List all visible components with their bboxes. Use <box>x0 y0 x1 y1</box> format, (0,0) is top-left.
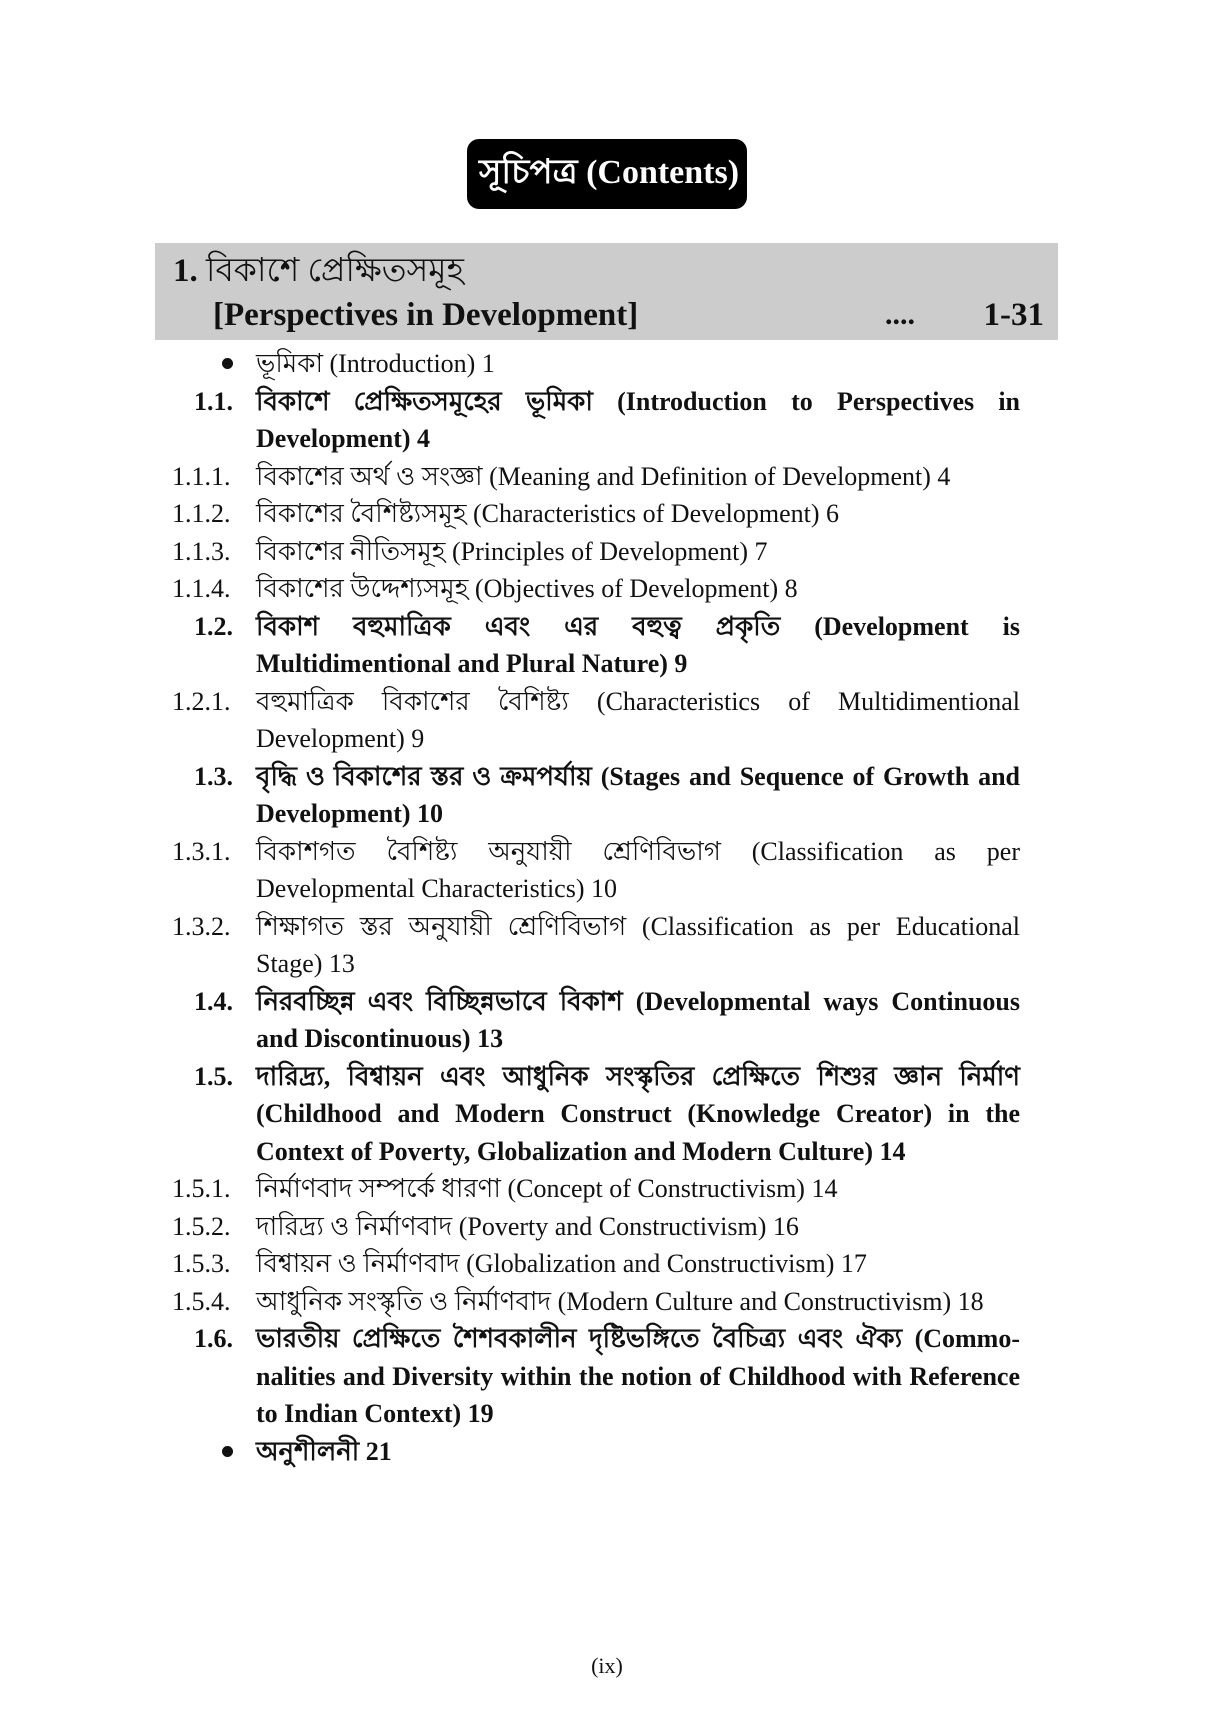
entry-text-english: (Childhood and Modern Construct (Knowledge Creator) in the Context of Poverty, Globalization and Modern Culture) 14 <box>256 1099 1020 1166</box>
entry-text-bengali: বিকাশগত বৈশিষ্ট্য অনুযায়ী শ্রেণিবিভাগ <box>256 836 721 866</box>
entry-text-english: (Objectives of Development) 8 <box>468 574 798 603</box>
chapter-title-bengali: বিকাশে প্রেক্ষিতসমূহ <box>206 253 464 289</box>
entry-text-bengali: বিকাশের নীতিসমূহ <box>256 536 446 566</box>
chapter-leader-dots: .... <box>885 298 915 331</box>
entry-text <box>256 1170 1020 1208</box>
toc-entry <box>172 458 1020 496</box>
entry-text-bengali: নিরবচ্ছিন্ন এবং বিচ্ছিন্নভাবে বিকাশ <box>256 986 623 1016</box>
entry-number: 1.5.2. <box>172 1211 231 1241</box>
entry-number: 1.1.4. <box>172 574 231 603</box>
entry-text-bengali: বিকাশ বহুমাত্রিক এবং এর বহুত্ব প্রকৃতি <box>256 611 781 641</box>
entry-text <box>256 458 1020 496</box>
entry-text <box>256 983 1020 1058</box>
entry-text <box>256 833 1020 908</box>
entry-text-bengali: বিশ্বায়ন ও নির্মাণবাদ <box>256 1249 460 1278</box>
entry-text-bengali: নির্মাণবাদ সম্পর্কে ধারণা <box>256 1174 501 1203</box>
entry-number: 1.1. <box>194 386 233 416</box>
entry-text-bengali: বিকাশের বৈশিষ্ট্যসমূহ <box>256 499 467 528</box>
entry-text <box>256 1433 1020 1471</box>
entry-number: 1.2. <box>194 611 233 641</box>
page-number: (ix) <box>591 1653 623 1678</box>
entry-text-english: (Commo-nalities and Diversity within the notion of Childhood with Reference to Indian Context) 19 <box>256 1324 1020 1428</box>
entry-text-english: 21 <box>359 1436 392 1466</box>
title-bengali: সূচিপত্র <box>478 154 578 191</box>
entry-text-bengali: বিকাশের অর্থ ও সংজ্ঞা <box>256 461 483 491</box>
entry-text-english: (Development is Multidimentional and Plural Nature) 9 <box>256 611 1021 678</box>
entry-text-english: (Classification as per Developmental Characteristics) 10 <box>256 836 1020 903</box>
entry-text-bengali: শিক্ষাগত স্তর অনুযায়ী শ্রেণিবিভাগ <box>256 911 627 941</box>
entry-number: 1.3. <box>194 761 233 791</box>
entry-number: 1.5.4. <box>172 1286 231 1316</box>
entry-number: 1.5.1. <box>172 1174 231 1203</box>
toc-entry <box>172 758 1020 833</box>
toc-entry <box>172 383 1020 458</box>
chapter-title-english: [Perspectives in Development] <box>213 297 639 333</box>
entry-text-bengali: বৃদ্ধি ও বিকাশের স্তর ও ক্রমপর্যায় <box>256 761 592 791</box>
entry-text-english: (Characteristics of Development) 6 <box>466 499 840 528</box>
entry-text-bengali: দারিদ্র্য, বিশ্বায়ন এবং আধুনিক সংস্কৃতির প্রেক্ষিতে শিশুর জ্ঞান নির্মাণ <box>256 1061 1020 1091</box>
entry-number: 1.5.3. <box>172 1249 231 1278</box>
entry-text <box>256 1283 1020 1321</box>
toc-entry <box>172 1058 1020 1171</box>
toc-entry <box>172 533 1020 571</box>
entry-text-bengali: আধুনিক সংস্কৃতি ও নির্মাণবাদ <box>256 1286 552 1316</box>
entry-text-bengali: দারিদ্র্য ও নির্মাণবাদ <box>256 1211 453 1241</box>
entry-text <box>256 383 1020 458</box>
toc-entry <box>172 908 1020 983</box>
entry-text <box>256 345 1020 383</box>
entry-number: 1.6. <box>194 1324 233 1353</box>
entry-number: 1.1.2. <box>172 499 231 528</box>
entry-text-english: (Meaning and Definition of Development) 4 <box>482 461 951 491</box>
entry-text-bengali: বিকাশের উদ্দেশ্যসমূহ <box>256 574 469 603</box>
entry-text-english: (Stages and Sequence of Growth and Development) 10 <box>256 761 1020 828</box>
entry-number: 1.1.1. <box>172 461 231 491</box>
entry-text-english: (Introduction) 1 <box>322 349 495 378</box>
entry-number: 1.5. <box>194 1061 233 1091</box>
entry-text-english: (Characteristics of Multidimentional Development) 9 <box>256 686 1021 753</box>
toc-entry <box>172 1320 1020 1433</box>
entry-text-bengali: ভূমিকা <box>256 349 323 378</box>
entry-text-english: (Introduction to Perspectives in Development) 4 <box>256 386 1020 453</box>
entry-text-bengali: বিকাশে প্রেক্ষিতসমূহের ভূমিকা <box>256 386 593 416</box>
entry-text <box>256 495 1020 533</box>
entry-text-bengali: ভারতীয় প্রেক্ষিতে শৈশবকালীন দৃষ্টিভঙ্গিতে বৈচিত্র্য এবং ঐক্য <box>256 1324 903 1353</box>
entry-text <box>256 533 1020 571</box>
entry-number: 1.3.2. <box>172 911 231 941</box>
entry-text-english: (Principles of Development) 7 <box>445 536 768 566</box>
bullet-icon <box>222 358 233 369</box>
toc-entry <box>172 570 1020 608</box>
toc-entry <box>172 1245 1020 1283</box>
toc-entry <box>172 983 1020 1058</box>
chapter-number: 1. <box>173 253 198 289</box>
toc-entry <box>172 1283 1020 1321</box>
contents-title-wrap <box>0 139 1214 209</box>
entry-text-english: (Classification as per Educational Stage) 13 <box>256 911 1020 978</box>
toc-entry <box>172 345 1020 383</box>
toc-list <box>172 345 1020 1470</box>
bullet-icon <box>222 1446 233 1457</box>
entry-text <box>256 1058 1020 1171</box>
entry-text <box>256 570 1020 608</box>
toc-entry <box>172 1208 1020 1246</box>
entry-text-english: (Poverty and Constructivism) 16 <box>452 1211 799 1241</box>
entry-text <box>256 1320 1020 1433</box>
toc-entry <box>172 683 1020 758</box>
toc-entry <box>172 1170 1020 1208</box>
entry-text-bengali: অনুশীলনী <box>256 1436 360 1466</box>
toc-entry <box>172 495 1020 533</box>
entry-number: 1.2.1. <box>172 686 231 716</box>
entry-text-english: (Modern Culture and Constructivism) 18 <box>551 1286 984 1316</box>
entry-text <box>256 1245 1020 1283</box>
chapter-page-range: 1-31 <box>983 297 1044 333</box>
entry-text <box>256 608 1020 683</box>
entry-text-english: (Developmental ways Continuous and Discontinuous) 13 <box>256 986 1020 1053</box>
chapter-heading <box>155 243 1058 340</box>
entry-number: 1.3.1. <box>172 836 231 866</box>
entry-text <box>256 683 1020 758</box>
entry-text <box>256 758 1020 833</box>
entry-text-bengali: বহুমাত্রিক বিকাশের বৈশিষ্ট্য <box>256 686 569 716</box>
toc-entry <box>172 1433 1020 1471</box>
title-english: (Contents) <box>586 154 740 191</box>
entry-text-english: (Globalization and Constructivism) 17 <box>459 1249 867 1278</box>
entry-number: 1.4. <box>194 986 233 1016</box>
toc-entry <box>172 833 1020 908</box>
entry-text-english: (Concept of Constructivism) 14 <box>500 1174 838 1203</box>
toc-entry <box>172 608 1020 683</box>
entry-number: 1.1.3. <box>172 536 231 566</box>
entry-text <box>256 908 1020 983</box>
contents-title <box>467 139 747 209</box>
entry-text <box>256 1208 1020 1246</box>
